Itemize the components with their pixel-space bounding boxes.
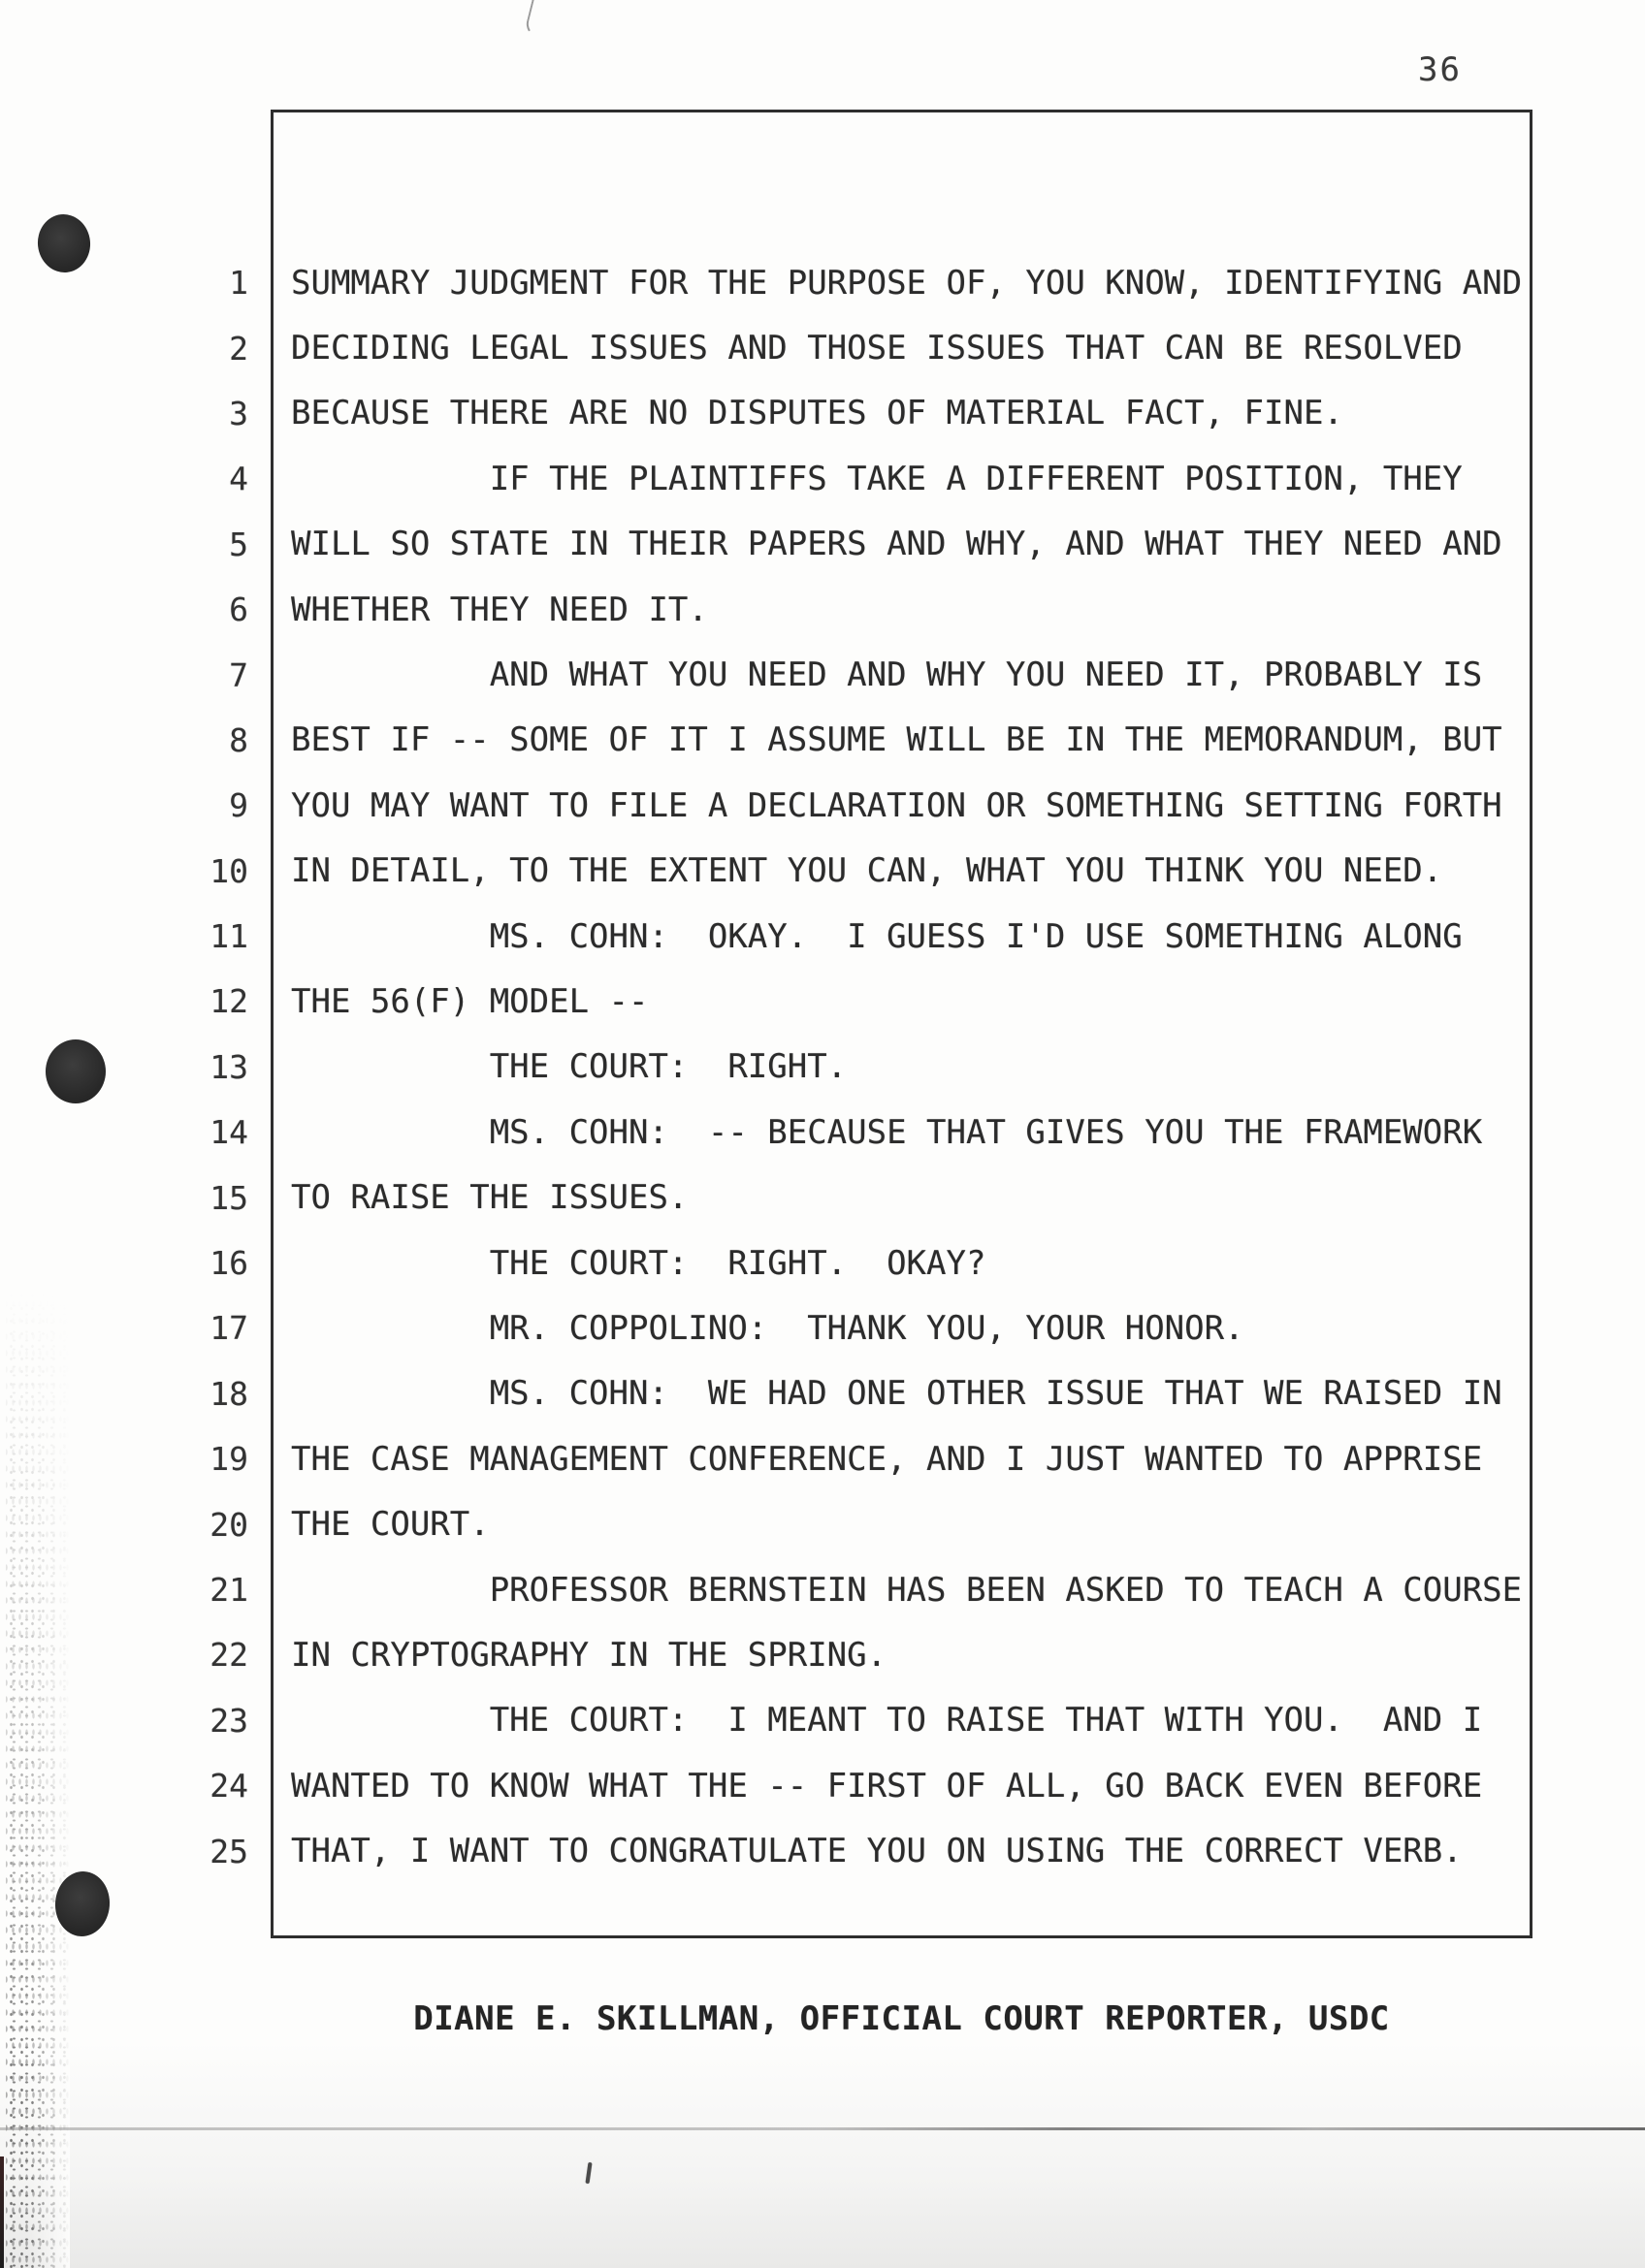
line-text: WILL SO STATE IN THEIR PAPERS AND WHY, AND WHAT THEY NEED AND xyxy=(291,525,1502,564)
scan-hook-artifact xyxy=(524,0,565,42)
line-number: 5 xyxy=(229,525,248,563)
line-text: THE 56(F) MODEL -- xyxy=(291,981,649,1021)
page-number: 36 xyxy=(1418,50,1462,89)
court-reporter-footer: DIANE E. SKILLMAN, OFFICIAL COURT REPORTER, USDC xyxy=(413,1999,1390,2038)
line-number: 3 xyxy=(229,394,248,432)
line-number: 4 xyxy=(229,460,248,498)
transcript-line xyxy=(184,1622,1542,1687)
line-number: 14 xyxy=(210,1113,248,1152)
transcript-line xyxy=(184,577,1542,642)
line-text: THE COURT: RIGHT. xyxy=(291,1047,848,1087)
line-number: 7 xyxy=(229,655,248,694)
line-text: BECAUSE THERE ARE NO DISPUTES OF MATERIAL FACT, FINE. xyxy=(291,394,1343,433)
transcript-line xyxy=(184,1557,1542,1622)
line-number: 6 xyxy=(229,591,248,629)
line-text: THE COURT. xyxy=(291,1505,490,1545)
transcript-line xyxy=(184,1295,1542,1360)
line-number: 13 xyxy=(210,1047,248,1086)
line-number: 19 xyxy=(210,1440,248,1479)
transcript-line xyxy=(184,1753,1542,1818)
transcript-line xyxy=(184,969,1542,1034)
line-number: 12 xyxy=(210,982,248,1021)
line-number: 1 xyxy=(229,264,248,303)
line-text: IN CRYPTOGRAPHY IN THE SPRING. xyxy=(291,1635,887,1675)
line-number: 21 xyxy=(210,1571,248,1609)
line-text: MS. COHN: WE HAD ONE OTHER ISSUE THAT WE RAISED IN xyxy=(291,1374,1502,1414)
line-number: 23 xyxy=(210,1701,248,1740)
scan-noise-fade xyxy=(6,1290,70,2268)
transcript-line xyxy=(184,512,1542,577)
line-text: IN DETAIL, TO THE EXTENT YOU CAN, WHAT YOU THINK YOU NEED. xyxy=(291,851,1443,891)
transcript-line xyxy=(184,1165,1542,1230)
transcript-line xyxy=(184,1230,1542,1295)
line-number: 10 xyxy=(210,851,248,890)
transcript-line xyxy=(184,446,1542,511)
transcript-line xyxy=(184,1818,1542,1883)
line-text: SUMMARY JUDGMENT FOR THE PURPOSE OF, YOU KNOW, IDENTIFYING AND xyxy=(291,263,1523,303)
transcript-line xyxy=(184,773,1542,838)
line-text: BEST IF -- SOME OF IT I ASSUME WILL BE IN THE MEMORANDUM, BUT xyxy=(291,720,1502,760)
scan-edge-strip xyxy=(0,2156,4,2268)
line-text: MR. COPPOLINO: THANK YOU, YOUR HONOR. xyxy=(291,1308,1244,1348)
line-text: TO RAISE THE ISSUES. xyxy=(291,1178,689,1218)
transcript-line xyxy=(184,1426,1542,1491)
line-text: MS. COHN: -- BECAUSE THAT GIVES YOU THE FRAMEWORK xyxy=(291,1112,1483,1152)
transcript-line xyxy=(184,1035,1542,1100)
line-number: 16 xyxy=(210,1244,248,1283)
hole-punch-mark xyxy=(35,211,93,274)
line-number: 25 xyxy=(210,1832,248,1870)
transcript-line xyxy=(184,708,1542,773)
line-text: PROFESSOR BERNSTEIN HAS BEEN ASKED TO TEACH A COURSE xyxy=(291,1570,1523,1610)
line-text: THE COURT: I MEANT TO RAISE THAT WITH YOU. AND I xyxy=(291,1701,1483,1741)
stray-tick-mark xyxy=(585,2162,592,2184)
transcript-line xyxy=(184,1100,1542,1165)
line-text: WHETHER THEY NEED IT. xyxy=(291,590,708,629)
transcript-line xyxy=(184,904,1542,969)
transcript-line xyxy=(184,839,1542,904)
transcript-line xyxy=(184,1688,1542,1753)
scan-line-artifact xyxy=(0,2127,1645,2130)
line-number: 15 xyxy=(210,1178,248,1217)
line-text: DECIDING LEGAL ISSUES AND THOSE ISSUES THAT CAN BE RESOLVED xyxy=(291,329,1463,368)
line-text: WANTED TO KNOW WHAT THE -- FIRST OF ALL, GO BACK EVEN BEFORE xyxy=(291,1766,1483,1805)
line-text: THE CASE MANAGEMENT CONFERENCE, AND I JUST WANTED TO APPRISE xyxy=(291,1439,1483,1479)
line-number: 2 xyxy=(229,329,248,367)
line-number: 11 xyxy=(210,917,248,956)
line-number: 9 xyxy=(229,786,248,825)
line-text: AND WHAT YOU NEED AND WHY YOU NEED IT, PROBABLY IS xyxy=(291,655,1483,695)
hole-punch-mark xyxy=(46,1039,106,1103)
transcript-line xyxy=(184,250,1542,315)
transcript-line xyxy=(184,1491,1542,1556)
transcript-line xyxy=(184,381,1542,446)
line-number: 8 xyxy=(229,720,248,759)
line-text: IF THE PLAINTIFFS TAKE A DIFFERENT POSITION, THEY xyxy=(291,459,1463,498)
transcript-line xyxy=(184,642,1542,707)
line-text: YOU MAY WANT TO FILE A DECLARATION OR SOMETHING SETTING FORTH xyxy=(291,785,1502,825)
line-number: 20 xyxy=(210,1505,248,1544)
line-number: 24 xyxy=(210,1767,248,1805)
line-number: 22 xyxy=(210,1636,248,1675)
transcript-line xyxy=(184,1361,1542,1426)
line-number: 17 xyxy=(210,1309,248,1348)
line-text: THAT, I WANT TO CONGRATULATE YOU ON USING THE CORRECT VERB. xyxy=(291,1832,1463,1871)
transcript-line xyxy=(184,315,1542,380)
line-number: 18 xyxy=(210,1374,248,1413)
line-text: MS. COHN: OKAY. I GUESS I'D USE SOMETHING ALONG xyxy=(291,916,1463,956)
line-text: THE COURT: RIGHT. OKAY? xyxy=(291,1243,986,1283)
transcript-lines xyxy=(184,250,1542,1884)
